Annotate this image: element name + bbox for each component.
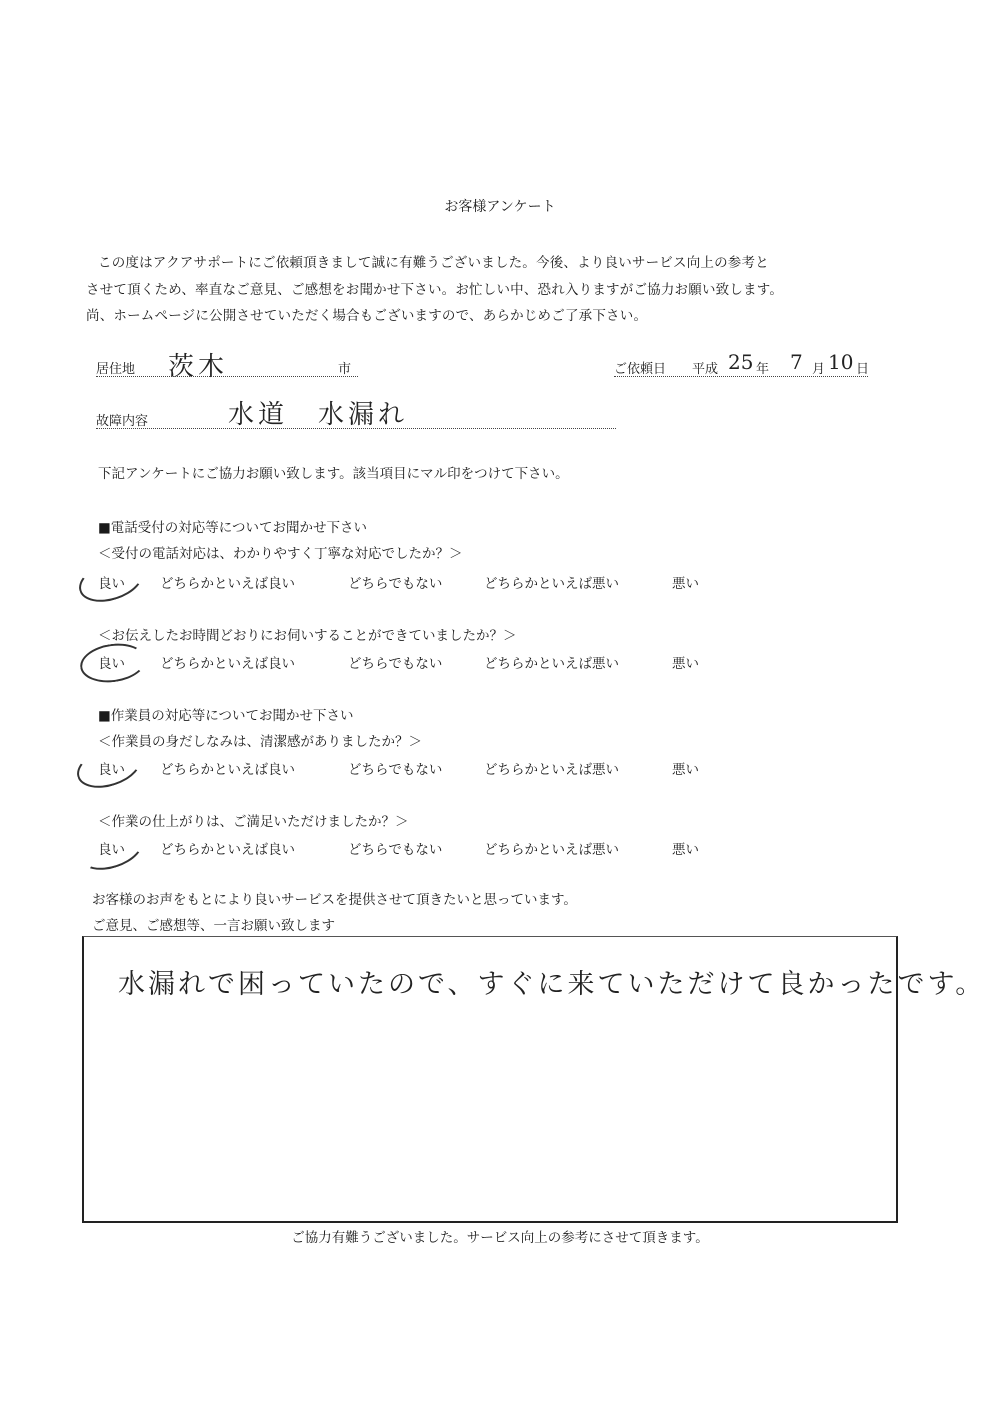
request-date-day-unit: 日 bbox=[856, 362, 870, 377]
request-date-label: ご依頼日 bbox=[614, 362, 667, 377]
issue-underline bbox=[96, 428, 616, 429]
request-date-era: 平成 bbox=[692, 362, 719, 377]
question-3: ＜作業員の身だしなみは、清潔感がありましたか？＞ bbox=[98, 734, 422, 750]
q3-option-good[interactable]: 良い bbox=[98, 762, 125, 778]
question-1: ＜受付の電話対応は、わかりやすく丁寧な対応でしたか？＞ bbox=[98, 546, 463, 562]
request-date-year[interactable]: 25 bbox=[728, 350, 754, 374]
q1-option-bad[interactable]: 悪い bbox=[672, 576, 699, 592]
q3-option-bad[interactable]: 悪い bbox=[672, 762, 699, 778]
q2-option-good[interactable]: 良い bbox=[98, 656, 125, 672]
instruction: 下記アンケートにご協力お願い致します。該当項目にマル印をつけて下さい。 bbox=[98, 466, 569, 482]
issue-label: 故障内容 bbox=[96, 414, 149, 429]
comment-text[interactable]: 水漏れで困っていたので、すぐに来ていただけて良かったです。 bbox=[118, 969, 986, 1000]
q1-option-somewhat-good[interactable]: どちらかといえば良い bbox=[160, 576, 295, 592]
request-date-month-unit: 月 bbox=[812, 362, 826, 377]
request-date-month[interactable]: 7 bbox=[790, 350, 803, 374]
q2-selection-circle bbox=[78, 640, 149, 687]
q3-option-somewhat-good[interactable]: どちらかといえば良い bbox=[160, 762, 295, 778]
intro-line-3: 尚、ホームページに公開させていただく場合もございますので、あらかじめご了承下さい。 bbox=[86, 308, 648, 324]
location-label: 居住地 bbox=[96, 362, 136, 377]
request-date-day[interactable]: 10 bbox=[828, 350, 854, 374]
q3-option-neutral[interactable]: どちらでもない bbox=[348, 762, 443, 778]
q4-option-somewhat-good[interactable]: どちらかといえば良い bbox=[160, 842, 295, 858]
intro-line-1: この度はアクアサポートにご依頼頂きまして誠に有難うございました。今後、より良いサービス向上の参考と bbox=[98, 255, 769, 271]
section-staff-heading: ■作業員の対応等についてお聞かせ下さい bbox=[98, 708, 354, 724]
q4-option-bad[interactable]: 悪い bbox=[672, 842, 699, 858]
comment-prompt-line-1: お客様のお声をもとにより良いサービスを提供させて頂きたいと思っています。 bbox=[92, 892, 577, 908]
q4-option-somewhat-bad[interactable]: どちらかといえば悪い bbox=[484, 842, 619, 858]
intro-line-2: させて頂くため、率直なご意見、ご感想をお聞かせ下さい。お忙しい中、恐れ入りますがご協力お願い致します。 bbox=[86, 282, 784, 298]
q4-option-neutral[interactable]: どちらでもない bbox=[348, 842, 443, 858]
location-underline bbox=[96, 376, 358, 377]
q4-option-good[interactable]: 良い bbox=[98, 842, 125, 858]
request-date-underline bbox=[614, 376, 868, 377]
q2-option-somewhat-good[interactable]: どちらかといえば良い bbox=[160, 656, 295, 672]
section-phone-heading: ■電話受付の対応等についてお聞かせ下さい bbox=[98, 520, 367, 536]
question-2: ＜お伝えしたお時間どおりにお伺いすることができていましたか？＞ bbox=[98, 628, 517, 644]
footer-thanks: ご協力有難うございました。サービス向上の参考にさせて頂きます。 bbox=[291, 1230, 709, 1246]
q2-option-neutral[interactable]: どちらでもない bbox=[348, 656, 443, 672]
q1-option-good[interactable]: 良い bbox=[98, 576, 125, 592]
q2-option-somewhat-bad[interactable]: どちらかといえば悪い bbox=[484, 656, 619, 672]
survey-title: お客様アンケート bbox=[444, 199, 556, 215]
question-4: ＜作業の仕上がりは、ご満足いただけましたか？＞ bbox=[98, 814, 409, 830]
comment-prompt-line-2: ご意見、ご感想等、一言お願い致します bbox=[92, 918, 335, 934]
q3-option-somewhat-bad[interactable]: どちらかといえば悪い bbox=[484, 762, 619, 778]
q2-option-bad[interactable]: 悪い bbox=[672, 656, 699, 672]
location-suffix: 市 bbox=[338, 362, 352, 377]
issue-value[interactable]: 水道 水漏れ bbox=[228, 400, 409, 430]
location-value[interactable]: 茨木 bbox=[168, 352, 229, 382]
q1-option-somewhat-bad[interactable]: どちらかといえば悪い bbox=[484, 576, 619, 592]
request-date-year-unit: 年 bbox=[756, 362, 770, 377]
q1-option-neutral[interactable]: どちらでもない bbox=[348, 576, 443, 592]
